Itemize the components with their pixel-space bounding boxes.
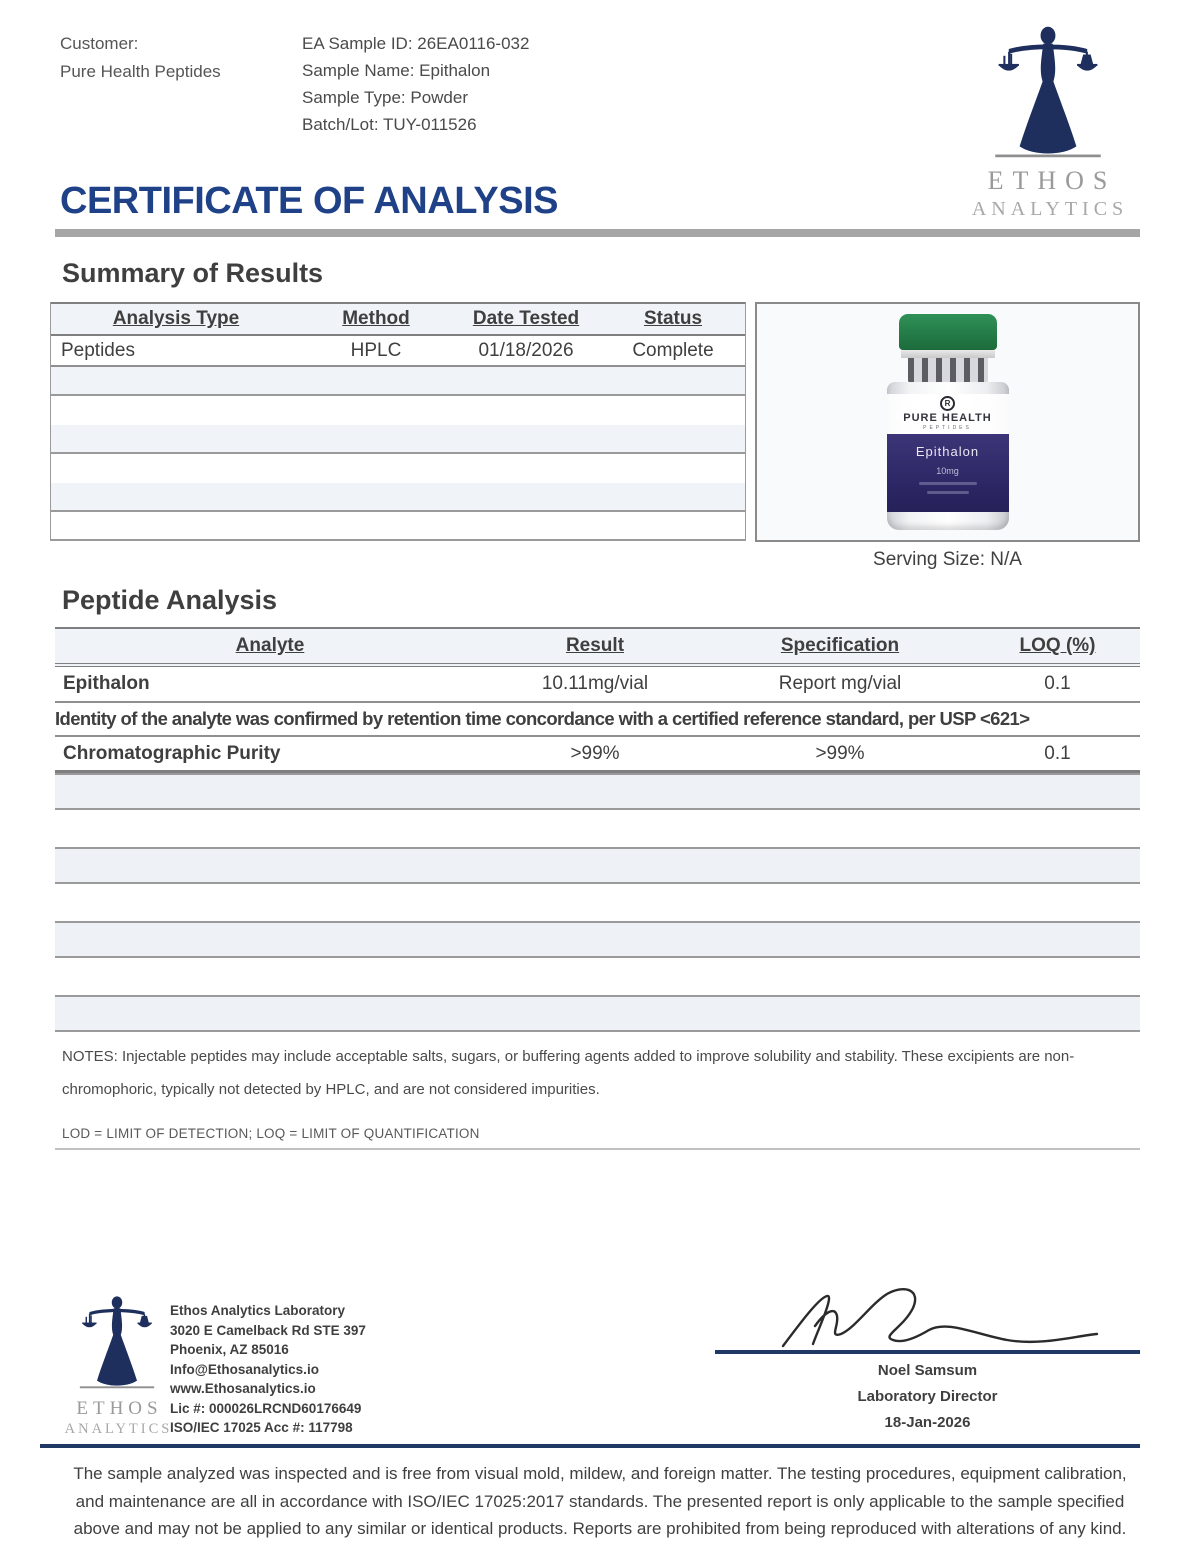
summary-header-row bbox=[51, 302, 745, 336]
peptide-empty-row bbox=[55, 958, 1140, 995]
summary-analysis-type: Peptides bbox=[61, 339, 135, 361]
lady-justice-icon bbox=[65, 1293, 169, 1393]
peptide-col-analyte: Analyte bbox=[235, 635, 305, 656]
lab-address-1: 3020 E Camelback Rd STE 397 bbox=[170, 1322, 366, 1338]
summary-col-analysis-type: Analysis Type bbox=[112, 308, 240, 329]
lab-license: Lic #: 000026LRCND60176649 bbox=[170, 1400, 362, 1416]
summary-col-status: Status bbox=[643, 308, 703, 329]
summary-date-tested: 01/18/2026 bbox=[478, 339, 574, 361]
vial-product-dose: 10mg bbox=[936, 466, 959, 476]
disclaimer-paragraph: The sample analyzed was inspected and is free from visual mold, mildew, and foreign matter. The testing procedures, equipment calibration, and maintenance are all in accordance with ISO/IEC 17025:2017 standards. The presented report is only applicable to the sample specified above and may not be applied to any similar or identical products. Reports are prohibited from being reproduced with alterations of any kind. bbox=[73, 1464, 1127, 1538]
summary-empty-row bbox=[51, 483, 745, 512]
summary-empty-row bbox=[51, 396, 745, 425]
summary-col-date-tested: Date Tested bbox=[472, 308, 580, 329]
peptide-empty-row bbox=[55, 921, 1140, 958]
footer-divider bbox=[40, 1444, 1140, 1448]
lab-info-block bbox=[170, 1301, 366, 1438]
product-photo-frame bbox=[755, 302, 1140, 542]
sample-type: Sample Type: Powder bbox=[302, 88, 468, 107]
lod-loq-definition: LOD = LIMIT OF DETECTION; LOQ = LIMIT OF QUANTIFICATION bbox=[62, 1126, 480, 1141]
vial-label-fineprint bbox=[919, 482, 977, 485]
vial-product-name: Epithalon bbox=[915, 444, 980, 459]
notes-divider bbox=[55, 1148, 1140, 1150]
summary-method: HPLC bbox=[350, 339, 402, 361]
lab-address-2: Phoenix, AZ 85016 bbox=[170, 1342, 289, 1357]
signer-title: Laboratory Director bbox=[857, 1388, 998, 1405]
sample-info-block bbox=[302, 30, 529, 138]
logo-word-ethos: ETHOS bbox=[987, 166, 1117, 195]
signature-icon bbox=[775, 1284, 1115, 1356]
logo-word-analytics: ANALYTICS bbox=[64, 1421, 173, 1437]
summary-empty-row bbox=[51, 367, 745, 396]
summary-empty-row bbox=[51, 454, 745, 483]
company-logo bbox=[950, 22, 1145, 221]
notes-paragraph: NOTES: Injectable peptides may include acceptable salts, sugars, or buffering agents added to improve solubility and stability. These excipients are non-chromophoric, typically not detected by HPLC, and are not considered impurities. bbox=[62, 1048, 1075, 1098]
vial-brand-icon: R bbox=[940, 396, 955, 411]
signature-line bbox=[715, 1350, 1140, 1354]
batch-lot: Batch/Lot: TUY-011526 bbox=[302, 115, 477, 134]
summary-status: Complete bbox=[632, 339, 714, 361]
analyte-loq: 0.1 bbox=[1044, 742, 1071, 764]
peptide-col-specification: Specification bbox=[780, 635, 900, 656]
product-vial-image bbox=[887, 314, 1009, 530]
analyte-loq: 0.1 bbox=[1044, 673, 1071, 694]
summary-table bbox=[50, 302, 746, 541]
peptide-row-purity bbox=[55, 737, 1140, 773]
peptide-empty-row bbox=[55, 884, 1140, 921]
signature-block bbox=[715, 1284, 1140, 1436]
summary-col-method: Method bbox=[342, 308, 410, 329]
summary-empty-row bbox=[51, 512, 745, 541]
customer-name: Pure Health Peptides bbox=[60, 62, 221, 81]
logo-word-ethos: ETHOS bbox=[76, 1398, 163, 1419]
peptide-empty-row bbox=[55, 810, 1140, 847]
vial-cap-ring bbox=[901, 350, 995, 358]
vial-label-fineprint bbox=[927, 491, 969, 494]
customer-label: Customer: bbox=[60, 34, 139, 53]
peptide-empty-row bbox=[55, 995, 1140, 1032]
lab-website: www.Ethosanalytics.io bbox=[170, 1381, 316, 1396]
peptide-header-row bbox=[55, 629, 1140, 667]
vial-product-label bbox=[887, 434, 1009, 512]
summary-empty-row bbox=[51, 425, 745, 454]
logo-word-analytics: ANALYTICS bbox=[971, 198, 1129, 220]
peptide-empty-row bbox=[55, 847, 1140, 884]
vial-crimp bbox=[908, 358, 988, 384]
analyte-name: Chromatographic Purity bbox=[63, 742, 281, 764]
vial-brand-label bbox=[887, 394, 1009, 434]
customer-block bbox=[60, 30, 221, 86]
vial-brand-name: PURE HEALTH bbox=[903, 412, 992, 424]
sample-name: Sample Name: Epithalon bbox=[302, 61, 491, 80]
summary-data-row bbox=[51, 336, 745, 367]
analyte-spec: >99% bbox=[815, 742, 865, 764]
peptide-col-result: Result bbox=[565, 635, 625, 656]
summary-heading: Summary of Results bbox=[62, 258, 324, 288]
peptide-col-loq: LOQ (%) bbox=[1019, 635, 1096, 656]
analyte-spec: Report mg/vial bbox=[778, 673, 902, 694]
analyte-result: >99% bbox=[570, 742, 620, 764]
lab-email: Info@Ethosanalytics.io bbox=[170, 1361, 319, 1377]
ea-sample-id: EA Sample ID: 26EA0116-032 bbox=[302, 34, 530, 53]
analyte-name: Epithalon bbox=[63, 673, 150, 694]
footer-logo bbox=[58, 1293, 176, 1438]
page-title: CERTIFICATE OF ANALYSIS bbox=[60, 180, 559, 222]
signer-date: 18-Jan-2026 bbox=[884, 1414, 971, 1431]
vial-brand-sub: PEPTIDES bbox=[923, 425, 972, 431]
lady-justice-icon bbox=[973, 22, 1123, 164]
vial-cap bbox=[899, 314, 997, 350]
lab-iso-accreditation: ISO/IEC 17025 Acc #: 117798 bbox=[170, 1420, 353, 1435]
signer-name: Noel Samsum bbox=[877, 1362, 978, 1379]
serving-size: Serving Size: N/A bbox=[873, 549, 1022, 570]
peptide-heading: Peptide Analysis bbox=[62, 585, 278, 615]
title-divider bbox=[55, 229, 1140, 237]
peptide-empty-row bbox=[55, 773, 1140, 810]
peptide-table bbox=[55, 627, 1140, 1032]
peptide-row-epithalon bbox=[55, 667, 1140, 703]
analyte-result: 10.11mg/vial bbox=[541, 673, 649, 694]
lab-name: Ethos Analytics Laboratory bbox=[170, 1303, 346, 1318]
vial-body bbox=[887, 382, 1009, 530]
identity-note-row: Identity of the analyte was confirmed by retention time concordance with a certified reference standard, per USP <621> bbox=[55, 703, 1140, 737]
